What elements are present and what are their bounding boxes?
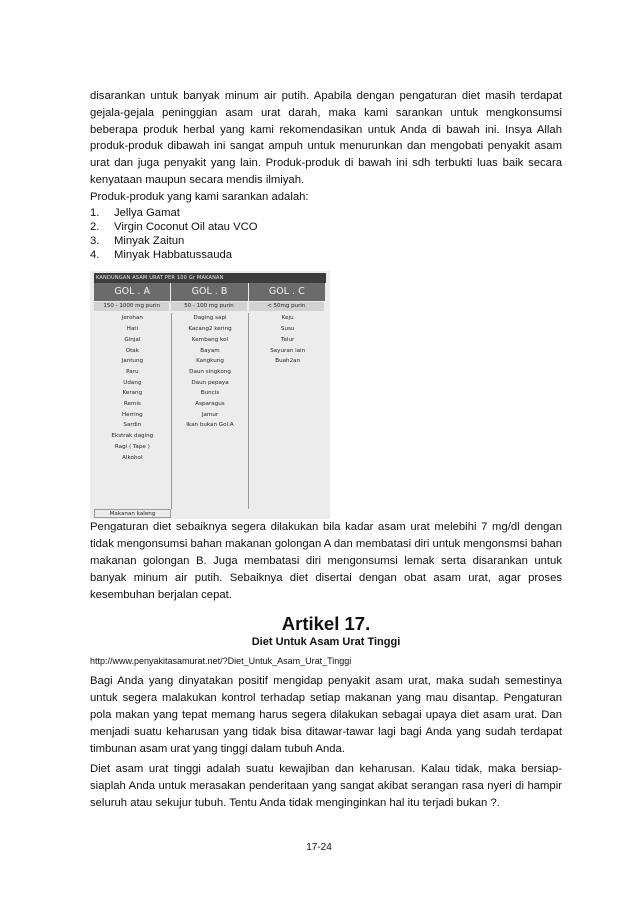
table-columns xyxy=(94,313,326,509)
column-gol-b xyxy=(172,313,250,509)
table-header xyxy=(94,283,326,301)
uric-acid-table-image xyxy=(90,271,330,519)
header-gol-c: GOL . C xyxy=(249,283,326,301)
table-cell: Buah2an xyxy=(275,358,301,365)
table-footer-cell: Makanan kaleng xyxy=(94,509,171,518)
page-content xyxy=(90,88,562,812)
table-title: KANDUNGAN ASAM URAT PER 100 Gr MAKANAN xyxy=(94,273,326,283)
range-gol-b: 50 - 100 mg purin xyxy=(171,302,248,311)
table-cell: Keju xyxy=(281,315,294,322)
column-gol-c xyxy=(249,313,326,509)
paragraph-diet-advice: disarankan untuk banyak minum air putih. Apabila dengan pengaturan diet masih terdapat gejala-gejala peninggian asam urat darah, maka kami sarankan untuk mengkonsumsi beberapa produk herbal yang kami rekomendasikan untuk Anda di bawah ini. Insya Allah produk-produk dibawah ini sangat ampuh untuk menurunkan dan mengobati penyakit asam urat dan juga penyakit yang lain. Produk-produk di bawah ini sdh terbukti luas baik secara kenyataan maupun secara mendis ilmiyah. xyxy=(90,90,562,186)
table-cell: Herring xyxy=(121,411,143,418)
paragraph-diet-obligation: Diet asam urat tinggi adalah suatu kewajiban dan keharusan. Kalau tidak, maka bersiap-siaplah Anda untuk merasakan penderitaan yang sangat akibat serangan rasa nyeri di hampir seluruh atau sekujur tubuh. Tentu Anda tidak menginginkan hal itu terjadi bukan ?. xyxy=(90,763,562,809)
table-cell: Kacang2 kering xyxy=(188,326,232,333)
table-cell: Ekstrak daging xyxy=(111,433,154,440)
header-gol-a: GOL . A xyxy=(94,283,171,301)
list-item: 3. Minyak Zaitun xyxy=(90,234,185,247)
table-cell: Jantung xyxy=(121,358,144,365)
list-item: 1. Jellya Gamat xyxy=(90,206,180,219)
table-cell: Daun pepaya xyxy=(191,379,229,386)
article-title: Artikel 17. xyxy=(281,613,371,635)
page-number: 17-24 xyxy=(306,842,332,853)
article-url: http://www.penyakitasamurat.net/?Diet_Untuk_Asam_Urat_Tinggi xyxy=(90,656,352,667)
header-gol-b: GOL . B xyxy=(171,283,248,301)
table-cell: Susu xyxy=(280,326,295,333)
table-cell: Otak xyxy=(125,347,139,354)
table-cell: Telur xyxy=(281,336,295,343)
table-cell: Daun singkong xyxy=(189,368,231,375)
range-gol-a: 150 - 1000 mg purin xyxy=(94,302,171,311)
table-ranges xyxy=(94,302,326,311)
table-cell: Bayam xyxy=(200,347,220,354)
table-cell: Remis xyxy=(123,401,141,408)
range-gol-c: < 50mg purin xyxy=(249,302,326,311)
table-cell: Paru xyxy=(126,368,139,375)
paragraph-diet-regulation: Pengaturan diet sebaiknya segera dilakukan bila kadar asam urat melebihi 7 mg/dl dengan tidak mengonsumsi bahan makanan golongan A dan membatasi diri untuk mengonsmsi bahan makanan golongan B. Juga membatasi diri mengonsumsi lemak serta disarankan untuk banyak minum air putih. Sebaiknya diet disertai dengan obat asam urat, agar proses kesembuhan berjalan cepat. xyxy=(90,521,562,601)
table-cell: Udang xyxy=(123,379,142,386)
table-cell: Ginjal xyxy=(124,336,141,343)
column-gol-a xyxy=(94,313,172,509)
table-cell: Daging sapi xyxy=(193,315,227,322)
list-item: 4. Minyak Habbatussauda xyxy=(90,249,233,262)
table-cell: Hati xyxy=(126,326,139,333)
table-cell: Jerohan xyxy=(121,315,143,322)
table-cell: Sardin xyxy=(123,422,142,429)
table-cell: Ragi ( Tape ) xyxy=(114,443,150,450)
table-cell: Jamur xyxy=(201,411,219,418)
table-cell: Asparagus xyxy=(195,401,225,408)
table-cell: Kembang kol xyxy=(191,336,229,343)
product-list xyxy=(90,206,562,263)
table-cell: Kerang xyxy=(122,390,143,397)
table-cell: Alkohol xyxy=(122,454,143,461)
list-item: 2. Virgin Coconut Oil atau VCO xyxy=(90,220,258,233)
paragraph-positive-diagnosis: Bagi Anda yang dinyatakan positif mengidap penyakit asam urat, maka sudah semestinya untuk segera malakukan kontrol terhadap setiap makanan yang mau disantap. Pengaturan pola makan yang tepat memang harus segera dilakukan sebagai upaya diet asam urat. Dan menjadi suatu keharusan yang tidak bisa ditawar-tawar lagi bagi Anda yang sudah terdapat timbunan asam urat yang tinggi dalam tubuh Anda. xyxy=(90,675,562,755)
table-cell: Kangkung xyxy=(196,358,224,365)
article-subtitle: Diet Untuk Asam Urat Tinggi xyxy=(251,636,401,649)
table-cell: Sayuran lain xyxy=(270,347,306,354)
product-list-intro: Produk-produk yang kami sarankan adalah: xyxy=(90,190,309,203)
table-cell: Ikan bukan Gol.A xyxy=(186,422,234,429)
table-cell: Buncis xyxy=(200,390,220,397)
